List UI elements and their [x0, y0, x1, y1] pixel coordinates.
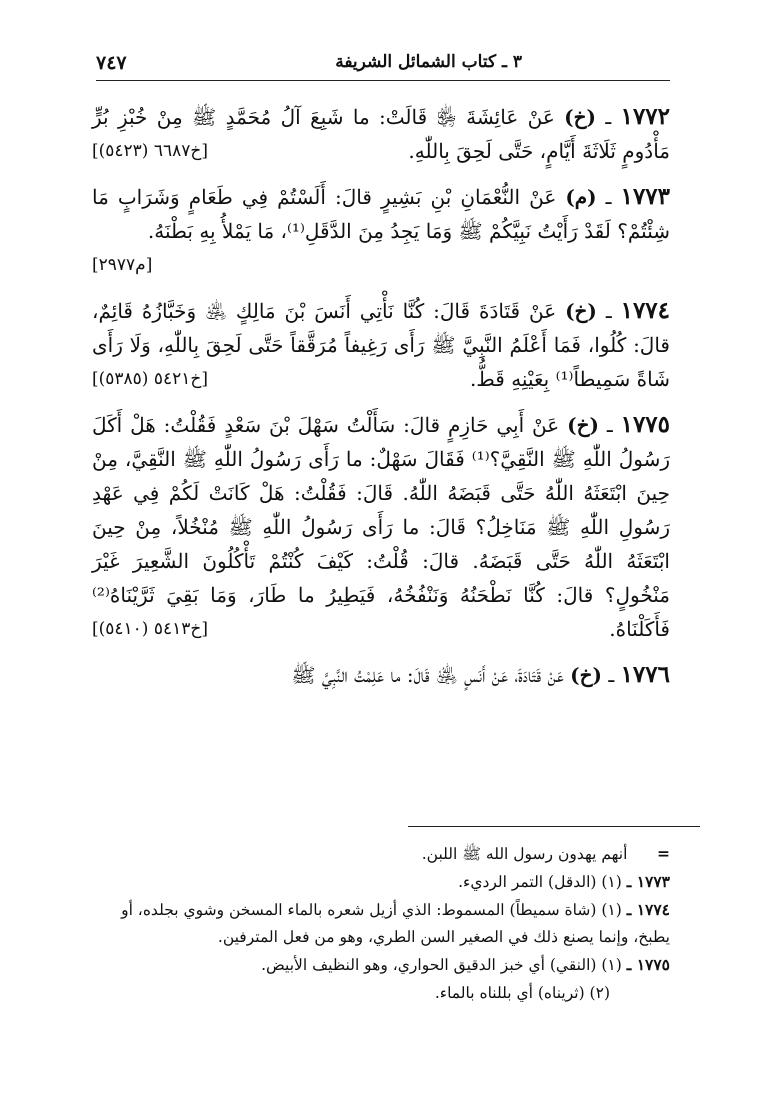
- hadith-text: عَنْ أَبِي حَازِمٍ قالَ: سَأَلْتُ سَهْلَ بْنَ سَعْدٍ فَقُلْتُ: هَلْ أَكَلَ رَسُولُ اللّٰهِ ﷺ النَّقِيَّ؟⁽¹⁾ فَقَالَ سَهْلٌ: ما رَأَى رَسُولُ اللّٰهِ ﷺ النَّقِيَّ، مِنْ حِينَ ابْتَعَثَهُ اللّٰهُ حَتَّى قَبَضَهُ اللّٰهُ. قَالَ: فَقُلْتُ: هَلْ كَانَتْ لَكُمْ فِي عَهْدِ رَسُولِ اللّٰهِ ﷺ مَنَاخِلُ؟ قَالَ: ما رَأَى رَسُولُ اللّٰهِ ﷺ مُنْخُلاً، مِنْ حِينَ ابْتَعَثَهُ اللّٰهُ حَتَّى قَبَضَهُ. قالَ: قُلْتُ: كَيْفَ كُنْتُمْ تَأْكُلُونَ الشَّعِيرَ غَيْرَ مَنْخُولٍ؟ قالَ: كُنَّا نَطْحَنُهُ وَنَنْفُخُهُ، فَيَطِيرُ ما طَارَ، وَمَا بَقِيَ ثَرَّيْنَاهُ⁽²⁾ فَأَكَلْنَاهُ.: [92, 413, 670, 641]
- hadith-source: (خ): [570, 663, 602, 687]
- hadith-number: ١٧٧٣: [620, 183, 671, 210]
- hadith-source: (خ): [567, 413, 599, 437]
- hadith-entry: ١٧٧٦ ـ (خ) عَنْ قَتَادَةَ، عَنْ أَنَسٍ ﵁ قَالَ: ما عَلِمْتُ النَّبِيَّ ﷺ: [291, 661, 670, 688]
- hadith-number: ١٧٧٤: [620, 297, 671, 324]
- footnote-number: ١٧٧٥ ـ: [626, 955, 670, 974]
- footnote-number: =: [657, 844, 670, 863]
- footnote: [96, 896, 670, 951]
- footnote-text: (١) (الدقل) التمر الرديء.: [458, 873, 622, 891]
- hadith-source: (م): [565, 185, 597, 209]
- hadith-text: عَنْ قَتَادَةَ قَالَ: كُنَّا نَأْتِي أَنَسَ بْنَ مَالِكٍ ﵁ وَخَبَّازُهُ قَائِمٌ، قالَ: كُلُوا، فَمَا أَعْلَمُ النَّبِيَّ ﷺ رَأَى رَغِيفاً مُرَقَّقاً حَتَّى لَحِقَ بِاللّٰهِ، وَلَا رَأَى شَاةً سَمِيطاً⁽¹⁾ بِعَيْنِهِ قَطُّ.: [92, 299, 670, 391]
- hadith-text: عَنْ عَائِشَةَ ﵂ قَالَتْ: ما شَبِعَ آلُ مُحَمَّدٍ ﷺ مِنْ خُبْزِ بُرٍّ مَأْدُومٍ ثَلَاثَةَ أَيَّامٍ، حَتَّى لَحِقَ بِاللّٰهِ.: [92, 105, 670, 163]
- hadith-source: (خ): [565, 299, 597, 323]
- footnote-text: (٢) (ثريناه) أي بللناه بالماء.: [434, 984, 610, 1002]
- footnotes: [96, 840, 670, 1007]
- hadith-number: ١٧٧٥: [620, 411, 671, 438]
- footnote-number: ١٧٧٤ ـ: [626, 900, 670, 919]
- footnote-divider: [408, 826, 700, 827]
- footnote-text: (١) (شاة سميطاً) المسموط: الذي أزيل شعره بالماء المسخن وشوي بجلده، أو يطبخ، وإنما يصنع ذلك في الصغير السن الطري، وهو من فعل المترفين.: [121, 901, 670, 946]
- hadith-entry: ١٧٧٤ ـ (خ) عَنْ قَتَادَةَ قَالَ: كُنَّا نَأْتِي أَنَسَ بْنَ مَالِكٍ ﵁ وَخَبَّازُهُ قَائِمٌ، قالَ: كُلُوا، فَمَا أَعْلَمُ النَّبِيَّ ﷺ رَأَى رَغِيفاً مُرَقَّقاً حَتَّى لَحِقَ بِاللّٰهِ، وَلَا رَأَى شَاةً سَمِيطاً⁽¹⁾ بِعَيْنِهِ قَطُّ. [خ٥٤٢١ (٥٣٨٥)]: [92, 294, 670, 396]
- hadith-entry: ١٧٧٣ ـ (م) عَنْ النُّعْمَانِ بْنِ بَشِيرٍ قالَ: أَلَسْتُمْ فِي طَعَامٍ وَشَرَابٍ مَا شِئْتُمْ؟ لَقَدْ رَأَيْتُ نَبِيَّكُمْ ﷺ وَمَا يَجِدُ مِنَ الدَّقَلِ⁽¹⁾، مَا يَمْلأُ بِهِ بَطْنَهُ. [م٢٩٧٧]: [92, 180, 670, 282]
- footnote-text: أنهم يهدون رسول الله ﷺ اللبن.: [421, 845, 628, 863]
- hadith-list: [92, 100, 670, 704]
- hadith-text: عَنْ قَتَادَةَ، عَنْ أَنَسٍ ﵁ قَالَ: ما عَلِمْتُ النَّبِيَّ ﷺ: [291, 663, 564, 687]
- page-header: [96, 48, 670, 81]
- footnote: [96, 840, 670, 868]
- footnote: [96, 868, 670, 896]
- hadith-text: عَنْ النُّعْمَانِ بْنِ بَشِيرٍ قالَ: أَلَسْتُمْ فِي طَعَامٍ وَشَرَابٍ مَا شِئْتُمْ؟ لَقَدْ رَأَيْتُ نَبِيَّكُمْ ﷺ وَمَا يَجِدُ مِنَ الدَّقَلِ⁽¹⁾، مَا يَمْلأُ بِهِ بَطْنَهُ.: [92, 185, 670, 243]
- footnote-text: (١) (النقي) أي خبز الدقيق الحواري، وهو النظيف الأبيض.: [261, 956, 622, 974]
- hadith-entry: ١٧٧٥ ـ (خ) عَنْ أَبِي حَازِمٍ قالَ: سَأَلْتُ سَهْلَ بْنَ سَعْدٍ فَقُلْتُ: هَلْ أَكَلَ رَسُولُ اللّٰهِ ﷺ النَّقِيَّ؟⁽¹⁾ فَقَالَ سَهْلٌ: ما رَأَى رَسُولُ اللّٰهِ ﷺ النَّقِيَّ، مِنْ حِينَ ابْتَعَثَهُ اللّٰهُ حَتَّى قَبَضَهُ اللّٰهُ. قَالَ: فَقُلْتُ: هَلْ كَانَتْ لَكُمْ فِي عَهْدِ رَسُولِ اللّٰهِ ﷺ مَنَاخِلُ؟ قَالَ: ما رَأَى رَسُولُ اللّٰهِ ﷺ مُنْخُلاً، مِنْ حِينَ ابْتَعَثَهُ اللّٰهُ حَتَّى قَبَضَهُ. قالَ: قُلْتُ: كَيْفَ كُنْتُمْ تَأْكُلُونَ الشَّعِيرَ غَيْرَ مَنْخُولٍ؟ قالَ: كُنَّا نَطْحَنُهُ وَنَنْفُخُهُ، فَيَطِيرُ ما طَارَ، وَمَا بَقِيَ ثَرَّيْنَاهُ⁽²⁾ فَأَكَلْنَاهُ. [خ٥٤١٣ (٥٤١٠)]: [92, 408, 670, 646]
- hadith-number: ١٧٧٢: [620, 103, 671, 130]
- footnote: [96, 979, 670, 1007]
- footnote: [96, 951, 670, 979]
- hadith-reference: [خ٥٤٢١ (٥٣٨٥)]: [92, 369, 208, 389]
- hadith-source: (خ): [564, 105, 596, 129]
- hadith-number: ١٧٧٦: [620, 661, 670, 688]
- hadith-reference: [خ٦٦٨٧ (٥٤٢٣)]: [92, 141, 208, 161]
- hadith-reference: [خ٥٤١٣ (٥٤١٠)]: [92, 619, 208, 639]
- hadith-entry: ١٧٧٢ ـ (خ) عَنْ عَائِشَةَ ﵂ قَالَتْ: ما شَبِعَ آلُ مُحَمَّدٍ ﷺ مِنْ خُبْزِ بُرٍّ مَأْدُومٍ ثَلَاثَةَ أَيَّامٍ، حَتَّى لَحِقَ بِاللّٰهِ. [خ٦٦٨٧ (٥٤٢٣)]: [92, 100, 670, 168]
- hadith-reference: [م٢٩٧٧]: [92, 255, 153, 275]
- chapter-title: ٣ ـ كتاب الشمائل الشريفة: [335, 52, 522, 72]
- footnote-number: ١٧٧٣ ـ: [626, 872, 670, 891]
- page-number: ٧٤٧: [96, 52, 127, 74]
